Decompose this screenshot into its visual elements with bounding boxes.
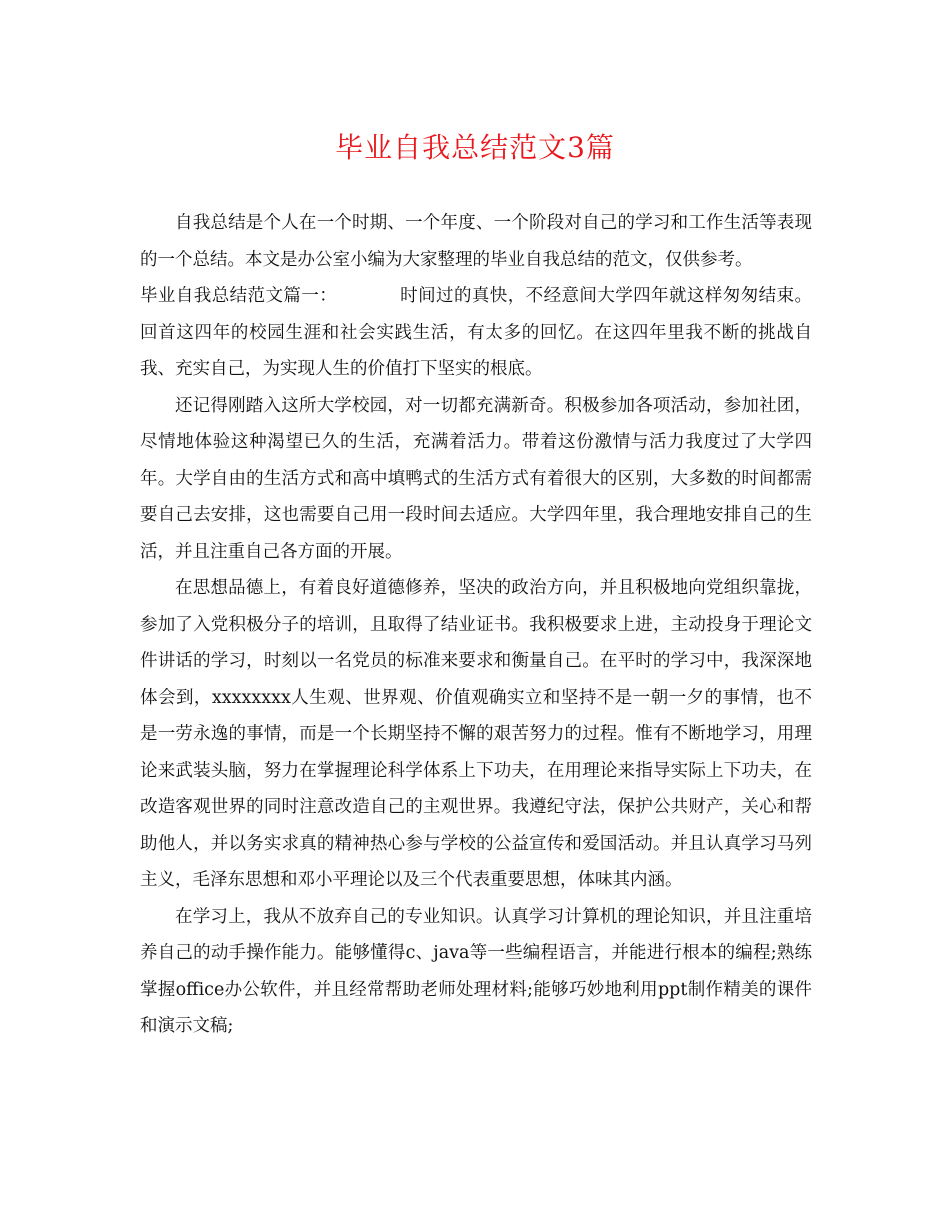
intro-paragraph: 自我总结是个人在一个时期、一个年度、一个阶段对自己的学习和工作生活等表现的一个总结。本文是办公室小编为大家整理的毕业自我总结的范文，仅供参考。: [140, 213, 812, 270]
body-paragraph-4: 在学习上，我从不放弃自己的专业知识。认真学习计算机的理论知识，并且注重培养自己的动手操作能力。能够懂得c、java等一些编程语言，并能进行根本的编程;熟练掌握office办公软件，并且经常帮助老师处理材料;能够巧妙地利用ppt制作精美的课件和演示文稿;: [140, 906, 812, 1036]
document-title: 毕业自我总结范文3篇: [335, 131, 615, 164]
body-paragraph-2: 还记得刚踏入这所大学校园，对一切都充满新奇。积极参加各项活动，参加社团，尽情地体验这种渴望已久的生活，充满着活力。带着这份激情与活力我度过了大学四年。大学自由的生活方式和高中填鸭式的生活方式有着很大的区别，大多数的时间都需要自己去安排，这也需要自己用一段时间去适应。大学四年里，我合理地安排自己的生活，并且注重自己各方面的开展。: [140, 395, 812, 562]
section1-paragraph: [140, 278, 812, 388]
body-paragraph-3: 在思想品德上，有着良好道德修养，坚决的政治方向，并且积极地向党组织靠拢，参加了入党积极分子的培训，且取得了结业证书。我积极要求上进，主动投身于理论文件讲话的学习，时刻以一名党员的标准来要求和衡量自己。在平时的学习中，我深深地体会到，xxxxxxxx人生观、世界观、价值观确实立和坚持不是一朝一夕的事情，也不是一劳永逸的事情，而是一个长期坚持不懈的艰苦努力的过程。惟有不断地学习，用理论来武装头脑，努力在掌握理论科学体系上下功夫，在用理论来指导实际上下功夫，在改造客观世界的同时注意改造自己的主观世界。我遵纪守法，保护公共财产，关心和帮助他人，并以务实求真的精神热心参与学校的公益宣传和爱国活动。并且认真学习马列主义，毛泽东思想和邓小平理论以及三个代表重要思想，体味其内涵。: [140, 578, 812, 890]
document-body: [140, 205, 812, 1045]
section1-heading: 毕业自我总结范文篇一：: [140, 286, 338, 306]
section1-text: 时间过的真快，不经意间大学四年就这样匆匆结束。回首这四年的校园生涯和社会实践生活，有太多的回忆。在这四年里我不断的挑战自我、充实自己，为实现人生的价值打下坚实的根底。: [140, 286, 813, 379]
